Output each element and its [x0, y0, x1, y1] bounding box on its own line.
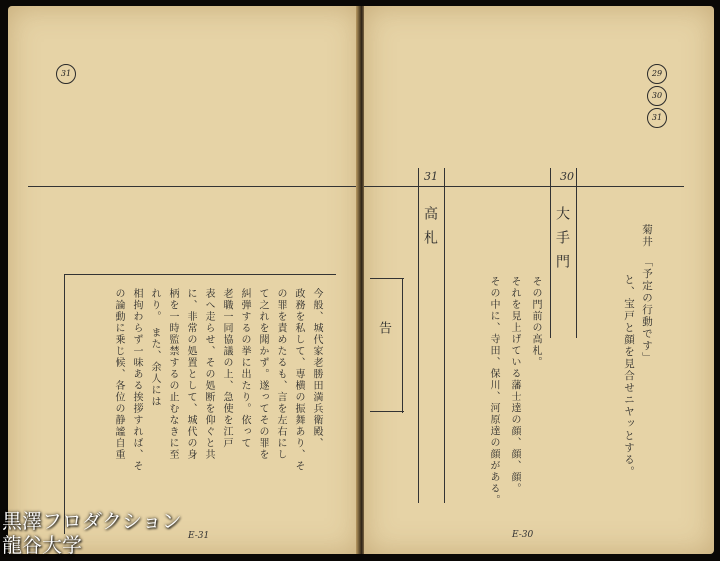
narration-line: 今般、城代家老勝田満兵衛殿、	[311, 288, 322, 449]
scene-31-number: 31	[424, 170, 438, 183]
scene-30-number: 30	[560, 170, 574, 183]
left-page	[8, 6, 360, 554]
page-number-circle: 31	[56, 64, 76, 84]
watermark-line-1: 黒澤フロダクション	[2, 509, 182, 533]
scene-number-30: 30	[647, 86, 667, 106]
watermark	[2, 509, 182, 557]
narration-line: て之れを聞かず。遂ってその罪を	[257, 288, 268, 461]
scene-31-left-border	[418, 168, 419, 503]
description-line: その中に、寺田、保川、河原達の顔がある。	[488, 276, 499, 506]
dialogue-line: 「予定の行動です」	[641, 256, 653, 364]
page-footer-code: E-30	[512, 530, 534, 540]
scene-divider-line	[364, 186, 684, 187]
scene-30-title: 大手門	[554, 206, 570, 278]
narration-line: 表へ走らせ、その処断を仰ぐと共	[203, 288, 214, 461]
narration-line: れり。 また、余人には	[149, 288, 160, 408]
description-line: それを見上げている藩士達の顔、顔、顔。	[509, 276, 520, 495]
narration-line: 老職一同協議の上、急使を江戸	[221, 288, 232, 449]
scene-30-left-border	[550, 168, 551, 338]
narration-line: 相拘わらず一味ある挨拶すれば、そ	[131, 288, 142, 472]
description-line: その門前の高札。	[530, 276, 541, 368]
narration-line: 政務を私して、専横の振舞あり、そ	[293, 288, 304, 472]
notice-box-top	[64, 274, 336, 275]
right-page	[364, 6, 714, 554]
narration-line: に、非常の処置として、城代の身	[185, 288, 196, 461]
character-name: 菊井	[641, 224, 653, 248]
page-footer-code: E-31	[188, 531, 210, 541]
notice-label: 告	[376, 321, 391, 336]
scene-number-29: 29	[647, 64, 667, 84]
scene-31-right-border	[444, 168, 445, 503]
notice-box-left	[64, 274, 65, 534]
watermark-line-2: 龍谷大学	[2, 533, 82, 557]
narration-line: の論動に乗じ候、各位の静謐自重	[113, 288, 124, 461]
narration-line: 糾弾するの挙に出たり。依って	[239, 288, 250, 449]
narration-line: の罪を責めたるも、言を左右にし	[275, 288, 286, 461]
scene-30-description	[486, 276, 543, 506]
notice-label-box-top	[370, 278, 404, 279]
narration-line: 柄を一時監禁するの止むなきに至	[167, 288, 178, 461]
scene-divider-line	[28, 186, 360, 187]
scene-31-title: 高札	[422, 206, 438, 254]
notice-label-box-right	[402, 278, 403, 413]
action-line: と、宝戸と顔を見合せニヤッとする。	[623, 274, 635, 478]
notice-text	[111, 288, 324, 472]
scene-30-right-border	[576, 168, 577, 338]
notice-label-box-bottom	[370, 411, 404, 412]
scene-number-31: 31	[647, 108, 667, 128]
